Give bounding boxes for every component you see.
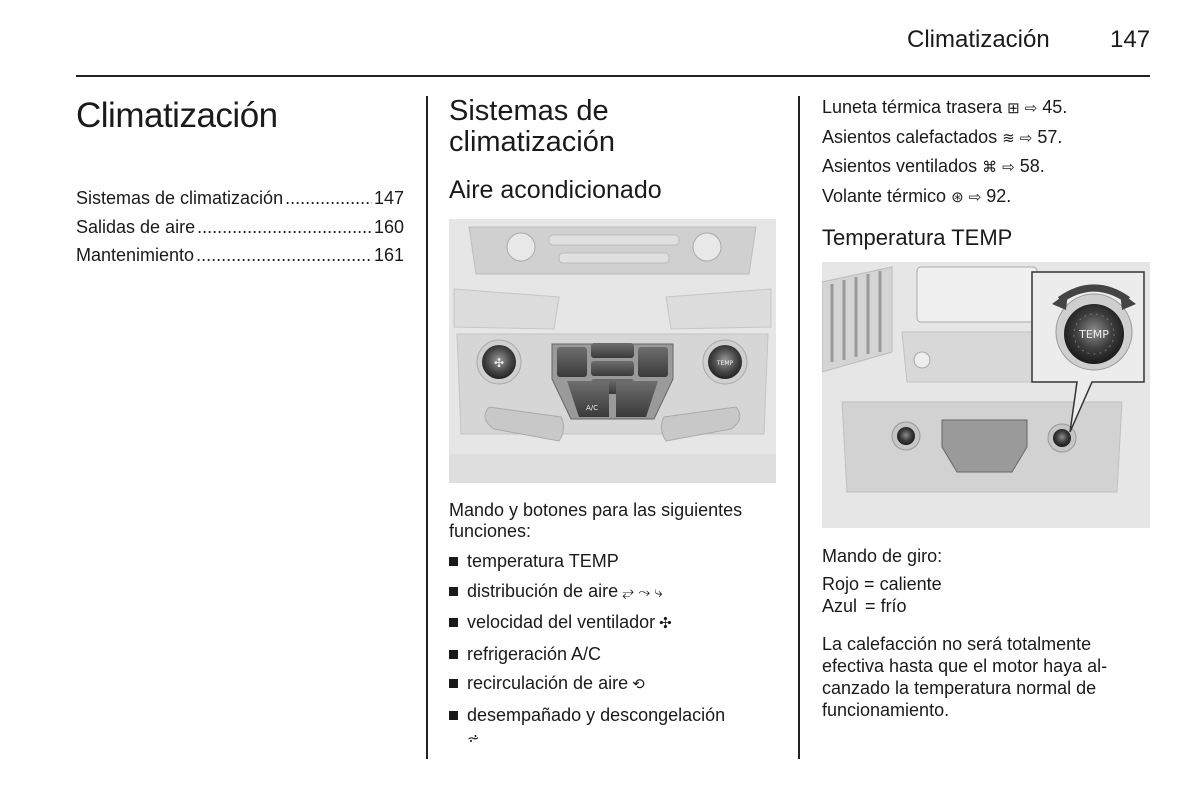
toc-leader (196, 245, 372, 266)
recirculation-icon: ⟲ (632, 676, 645, 693)
legend-row (822, 596, 942, 618)
legend-value: frío (880, 595, 907, 616)
page-ref: 57. (1037, 126, 1063, 147)
heated-seat-icon: ≋ (1002, 129, 1015, 147)
toc-entry[interactable] (76, 217, 404, 246)
list-item (449, 611, 779, 635)
page-ref: 92. (986, 185, 1012, 206)
arrow-icon: ⇨ (1002, 159, 1015, 176)
climate-control-panel-illustration (449, 219, 776, 483)
temp-knob-illustration (822, 262, 1150, 528)
cross-reference-text: Volante térmico (822, 185, 947, 206)
list-item-text: distribución de aire (467, 580, 619, 601)
column-divider (426, 96, 428, 759)
subsection-heading: Aire acondicionado (449, 176, 662, 204)
toc-label: Sistemas de climatización (76, 188, 284, 208)
cross-reference[interactable] (822, 96, 1152, 126)
intro-text: Mando y botones para las siguientes funciones: (449, 500, 743, 541)
temp-knob-label: TEMP (716, 360, 734, 367)
temp-knob-drawing (822, 262, 1150, 528)
air-distribution-icon: ⥂ ⤳ ⤷ (622, 583, 663, 601)
body-paragraph: La calefacción no será totalmente efectiva hasta que el motor haya al- canzado la temperatura normal de funcionamiento. (822, 634, 1108, 720)
list-item-text: velocidad del ventilador (467, 612, 656, 632)
cross-reference[interactable] (822, 185, 1152, 215)
toc-leader (197, 217, 372, 238)
arrow-icon: ⇨ (1024, 100, 1038, 117)
cross-reference-text: Asientos calefactados (822, 126, 998, 147)
column-divider (798, 96, 800, 759)
bullet-square (449, 711, 458, 720)
list-item (449, 643, 779, 665)
cross-reference-text: Asientos ventilados (822, 156, 978, 176)
defrost-button-shape (557, 347, 587, 377)
fan-icon: ✣ (493, 356, 505, 370)
legend-separator: = (864, 574, 875, 594)
toc-label: Mantenimiento (76, 245, 195, 265)
cross-reference[interactable] (822, 155, 1152, 185)
toc-page: 161 (373, 245, 404, 265)
page-ref: 45. (1042, 97, 1068, 117)
toc-entry[interactable] (76, 245, 404, 274)
bullet-square (449, 618, 458, 627)
list-item (449, 672, 779, 696)
fan-icon: ✣ (659, 615, 672, 632)
toc-page: 147 (373, 188, 404, 208)
list-item-text: temperatura TEMP (467, 551, 619, 571)
list-item (449, 704, 779, 750)
toc-leader (285, 188, 372, 209)
legend-separator: = (865, 595, 876, 616)
arrow-icon: ⇨ (968, 188, 982, 206)
chapter-heading: Climatización (76, 96, 278, 135)
list-item (449, 580, 779, 604)
legend-row (822, 574, 942, 596)
subsection-heading: Temperatura TEMP (822, 225, 1013, 250)
bullet-square (449, 587, 458, 596)
color-legend (822, 574, 942, 617)
defrost-icon: ⩫ (467, 729, 480, 747)
page-number: 147 (1110, 26, 1151, 53)
ventilated-seat-icon: ⌘ (982, 159, 998, 176)
temp-knob-label: TEMP (1079, 328, 1109, 341)
toc-entry[interactable] (76, 188, 404, 217)
list-item-text: refrigeración A/C (467, 643, 602, 664)
bullet-square (449, 679, 458, 688)
cross-reference-list (822, 96, 1152, 214)
table-of-contents (76, 188, 404, 274)
heated-steering-wheel-icon: ⊛ (951, 188, 964, 206)
toc-label: Salidas de aire (76, 216, 196, 237)
cross-reference-text: Luneta térmica trasera (822, 97, 1003, 117)
legend-key: Azul (822, 595, 858, 616)
legend-key: Rojo (822, 574, 860, 594)
header-rule (76, 75, 1150, 77)
legend-value: caliente (879, 574, 942, 594)
caption: Mando de giro: (822, 546, 943, 566)
list-item-text: desempañado y descongelación (467, 704, 726, 725)
section-heading: Sistemas de climatización (449, 95, 615, 158)
arrow-icon: ⇨ (1019, 129, 1033, 147)
bullet-square (449, 557, 458, 566)
list-item-text: recirculación de aire (467, 673, 629, 693)
toc-page: 160 (373, 216, 404, 237)
bullet-square (449, 650, 458, 659)
recirc-button-shape (638, 347, 668, 377)
cross-reference[interactable] (822, 126, 1152, 156)
running-header-title: Climatización (907, 26, 1050, 53)
ac-label: A/C (585, 404, 599, 412)
rear-window-heating-icon: ⊞ (1007, 100, 1020, 117)
function-list (449, 550, 779, 757)
page-ref: 58. (1019, 156, 1045, 176)
control-panel-drawing (449, 219, 776, 483)
list-item (449, 550, 779, 572)
